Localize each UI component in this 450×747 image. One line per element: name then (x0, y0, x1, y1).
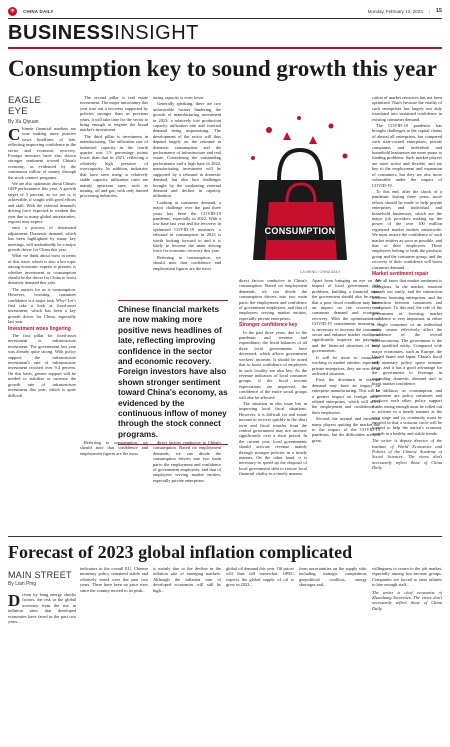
pull-quote: Chinese financial markets are now making more positive news headlines of late, reflecting improving confidence in the sector and economic recovery. Foreign investors have also shown stronger sentiment toward China's economy, as evidenced by the continuous inflow of money through the stock connect programs. (118, 300, 228, 445)
paragraph: We all know that market sentiment is contagious. In the market, emotion spreads out easily, and the interaction between booming enterprises, and the interaction between consumers and enterprises. To this end, the role of the government in boosting market confidence is very important, as either a single consumer or an individual entity cannot effectively affect the confidence of the overall macroeconomy. The government is the only qualified entity. Compared with major economies, such as Europe, the United States and Japan, China's fiscal and monetary policy space remains large, and it has a good advantage for the government to leverage in expanding domestic demand and to boost market confidence. (372, 278, 442, 387)
paragraph: ence a process of downward adjustment. Domestic demand, which has been highlighted by many key meetings, will undoubtedly be a major growth driver for China this year. (8, 225, 76, 252)
illustration-credit: CAI MENG / CHINA DAILY (300, 270, 341, 274)
article1-col2-lower (80, 440, 148, 530)
article1-kicker: EAGLE EYE (8, 95, 42, 117)
author-credit: The writer is deputy director of the Institute of World Economics and Politics of the Chinese Academy of Social Sciences. The views don't necessarily reflect those of China Daily. (372, 438, 442, 471)
paragraph: Apart from bringing an eye on the impact of local government debt problems, building a financial view, the government should also be aware that a poor fiscal condition may have an impact on the recovery of consumer demand and economic recovery. With the optimization of COVID-19 containment measures, it is necessary to increase the consumer sector and enhance market vitality so significantly improve tax payments and the financial situations of local governments. (312, 278, 380, 354)
paragraph: Driven by bang energy shocks factors, the risk to the global economy from the rise in inflation rates that developed economies have faced in the past two years... (8, 592, 76, 625)
article2-byline: By Lian Ping (8, 581, 37, 587)
article1-col4 (239, 278, 307, 530)
drop-cap: C (8, 126, 21, 144)
paragraph: from uncertainties on the supply side, including strategic competition, geopolitical conflicts, energy shortages and... (299, 566, 367, 588)
paragraph: The second pillar is real estate investment. The major uncertainty this year rose out a recovery supported by policies stronger than in previous years, it will take time for the sector to bring enough to reignite the broad market's investment. (80, 95, 148, 133)
paragraph: turing capacity is even lower. (153, 95, 205, 100)
shopping-bags-illustration (239, 110, 361, 268)
article1-headline[interactable]: Consumption key to sound growth this year (8, 56, 437, 81)
drop-cap: D (8, 592, 21, 610)
paragraph: The answer for us is consumption. However, boosting consumer confidence is a major task. Why? Let's first take a look at fixed-asset investment, which has been a key growth driver for China, especially last year. (8, 286, 76, 325)
paper-logo-icon: 中 (8, 7, 17, 16)
article-divider (8, 536, 442, 537)
article1-col6 (372, 95, 442, 530)
page-number: 15 (435, 8, 442, 14)
subhead: Market sentiment repair (372, 271, 429, 277)
paragraph: In addition, as consumption and investment are policy measures and reinforce each other, policy support that is strong enough must be rolled out to activate in a timely manner at the very stage and its continuity must be ensured so that a virtuous circle will be formed to help the nation's economy growth in a healthy and stable trends. (372, 387, 442, 436)
article2-kicker: MAIN STREET (8, 570, 72, 580)
paragraph: willingness to return to the job market, especially among low-income groups. Companies are forced to raise salaries to hire enough staff... (372, 566, 442, 588)
article2-col6 (372, 566, 442, 742)
paragraph: Referring to consumption, we should note that confidence and employment figures are the most (80, 440, 148, 456)
article1-col3-lower (153, 440, 221, 530)
article1-col2 (80, 95, 148, 295)
article1-col5 (312, 278, 380, 530)
paragraph: First, the downturn in external demand may have an impact on enterprise manufacturing. This will be a greater impact on foreign trade-related enterprises, which will affect the employment and confidence of their employees. (312, 377, 380, 415)
illustration-word: CONSUMPTION (264, 226, 336, 236)
paragraph: Looking at consumer demand, a major challenge over the past three years has been the COVID-19 pandemic, especially in 2022. With a low base last year and the recovery in optimized COVID-19 measures, a rebound in consumption in 2023 is worth looking forward to and it is likely to become the main driving force for economic recovery this year. (153, 199, 221, 254)
section-title (8, 22, 199, 45)
page-header (8, 6, 442, 16)
article2-col2 (80, 566, 148, 742)
date-line: Monday, February 13, 2023 (367, 8, 423, 14)
paragraph: Generally speaking, there are two unfavorable factors hindering the growth of manufacturing investment in 2023: a relatively low production capacity utilization rate and external demand being unpromising. The development of the sector will thus depend largely on the rebound in domestic consumption and the performance of infrastructure and real estate. Considering the outstanding performance and a high base in 2022, manufacturing investment will be supported by a rebound in domestic demand, but also face challenges brought by the weakening external demand and decline in capacity utilization. (153, 101, 221, 199)
article2-col5 (299, 566, 367, 742)
header-rule (8, 18, 442, 19)
section-rule (8, 47, 442, 49)
paragraph: cation of market resources has not been optimized. That's because the vitality of such enterprises has largely not duly translated into sustained confidence in existing consumer demand. (372, 95, 442, 122)
paragraph: direct factors conducive to China's consumption. Based on employment demands, we can divide the consumption drivers into two main parts: the employment and confidence of government employees, and that of employees serving market entities, especially private enterprises. (239, 278, 307, 321)
paragraph: is mainly due to the decline in the inflation rate of emerging markets. Although the inflation rate of developed economies will still be high... (153, 566, 221, 593)
article1-byline-box (8, 95, 64, 125)
paragraph: global oil demand this year. Oil prices will thus fall somewhat. OPEC expects the global supply of oil to grow in 2023... (226, 566, 294, 588)
article1-col1 (8, 126, 76, 530)
article2-headline[interactable]: Forecast of 2023 global inflation complicated (8, 542, 353, 562)
paragraph: direct factors conducive to China's consumption. Based on employment demands, we can divide the consumption drivers into two main parts: the employment and confidence of government employees, and that of employees serving market entities, especially private enterprises. (153, 440, 221, 483)
article2-col1 (8, 592, 76, 742)
paragraph: The COVID-19 pandemic has brought challenges to the capital chains of almost all enterprises, but compared with state-owned enterprises, private companies and individual and household businesses are more prone to funding problems. Such market players are more active and flexible, and are key to the employment and expansion of consumers, but they are also more vulnerable under the impact of COVID-19. (372, 123, 442, 188)
paragraph: We are also optimistic about China's GDP performance this year. A growth target of 5 percent, as we see it, is achievable, if sought with good efforts and skill. With the external demand's driving force expected to weaken this year due to many global uncertainties, exports may expect- (8, 181, 76, 224)
paper-name: CHINA DAILY (23, 8, 54, 14)
paragraph: Referring to consumption, we should note that confidence and employment figures are the most (153, 254, 221, 271)
paragraph: To this end, after the shock of a pandemic lasting three years, more efforts should be made to help private enterprises and individual and household businesses, which are the major job providers making up the power of the over 100 million registered market entities nationwide. We must restore the confidence of such market entities as soon as possible, and that of their employees. These employees belong to both the producer group and the consumer group, and the recovery of their confidence will boost consumer demand. (372, 188, 442, 270)
article1-byline: By Xu Qiyuan (8, 119, 39, 125)
consumption-illustration (239, 110, 361, 268)
paragraph: What we think about most in terms of this issue, which is also a hot topic among economic experts at present, is whether investment or consumption should be the driver for China to boost domestic demand this year. (8, 253, 76, 286)
subhead: Stronger confidence key (239, 322, 298, 329)
section-title-bold: BUSINESS (8, 22, 115, 44)
paragraph: The situation in this issue lies in improving local fiscal situations. However, it is difficult for real estate income to recover quickly in the short term and fiscal transfer from the central government may not increase significantly over a short period. In the current year, local governments should activate revenue mainly through stronger policies in a timely manner. On the other hand, it is necessary to speed up the disposal of local government debt to restore local financial vitality in a timely manner. (239, 400, 307, 477)
article2-col3 (153, 566, 221, 742)
separator: | (428, 8, 430, 14)
paragraph: The first pillar for fixed-asset investment is infrastructure investment. The government last year was already quite strong. With policy support, the infrastructure investment's rate of infrastructure investment reached over 9.4 percent. On this basis, greater support will be needed to stabilize or increase the growth rate of infrastructure investment this year, which is quite difficult. (8, 333, 76, 398)
paragraph: The third pillar is investment in manufacturing. The utilization rate of industrial capacity in the fourth quarter was 1.9 percentage points lower than that in 2021, reflecting a relatively high pressure of overcapacity. In addition, industries that have seen rising or relatively stable capacity utilization rates are mainly upstream ones, such as mining, oil and gas, with only limited processing industries. (80, 133, 148, 199)
article2-col4 (226, 566, 294, 742)
author-credit: The writer is chief economist of Zhaoshang Securities. The views don't necessarily reflect those of China Daily. (372, 589, 442, 611)
paragraph: Second, the normal and increased many players quitting the market due to the impact of the COVID-19 pandemic, but the difficulties are still great. (312, 416, 380, 443)
paragraph: Chinese financial markets are now making more positive news headlines of late, reflecting improving confidence in the sector and economic recovery. Foreign investors have also shown stronger sentiment toward China's economy, as evidenced by the continuous inflow of money through the stock connect programs. (8, 126, 76, 180)
article1-col3 (153, 95, 221, 295)
paragraph: indicators in the overall EU, Chinese monetary policy remained stable and relatively eased over the past two years. There have been no price rises since the country moved to its peak... (80, 566, 148, 593)
subhead: Investment woes lingering (8, 325, 71, 332)
paragraph: In the past three years, due to the pandemic and revenue and expenditure, the fiscal balances of all three local governments have decreased, which affects government workers' incomes. It should be noted that to boost confidence of employees in such locality are also key. As the revenue indicators of local consumer groups, if the fiscal income expectations are improved, the confidence of the entire social groups will also be affected. (239, 329, 307, 400)
section-title-light: INSIGHT (114, 22, 199, 44)
paragraph: It will be more to consumers working in market entities, especially private enterprises, they are now in an awkward situation. (312, 354, 380, 376)
